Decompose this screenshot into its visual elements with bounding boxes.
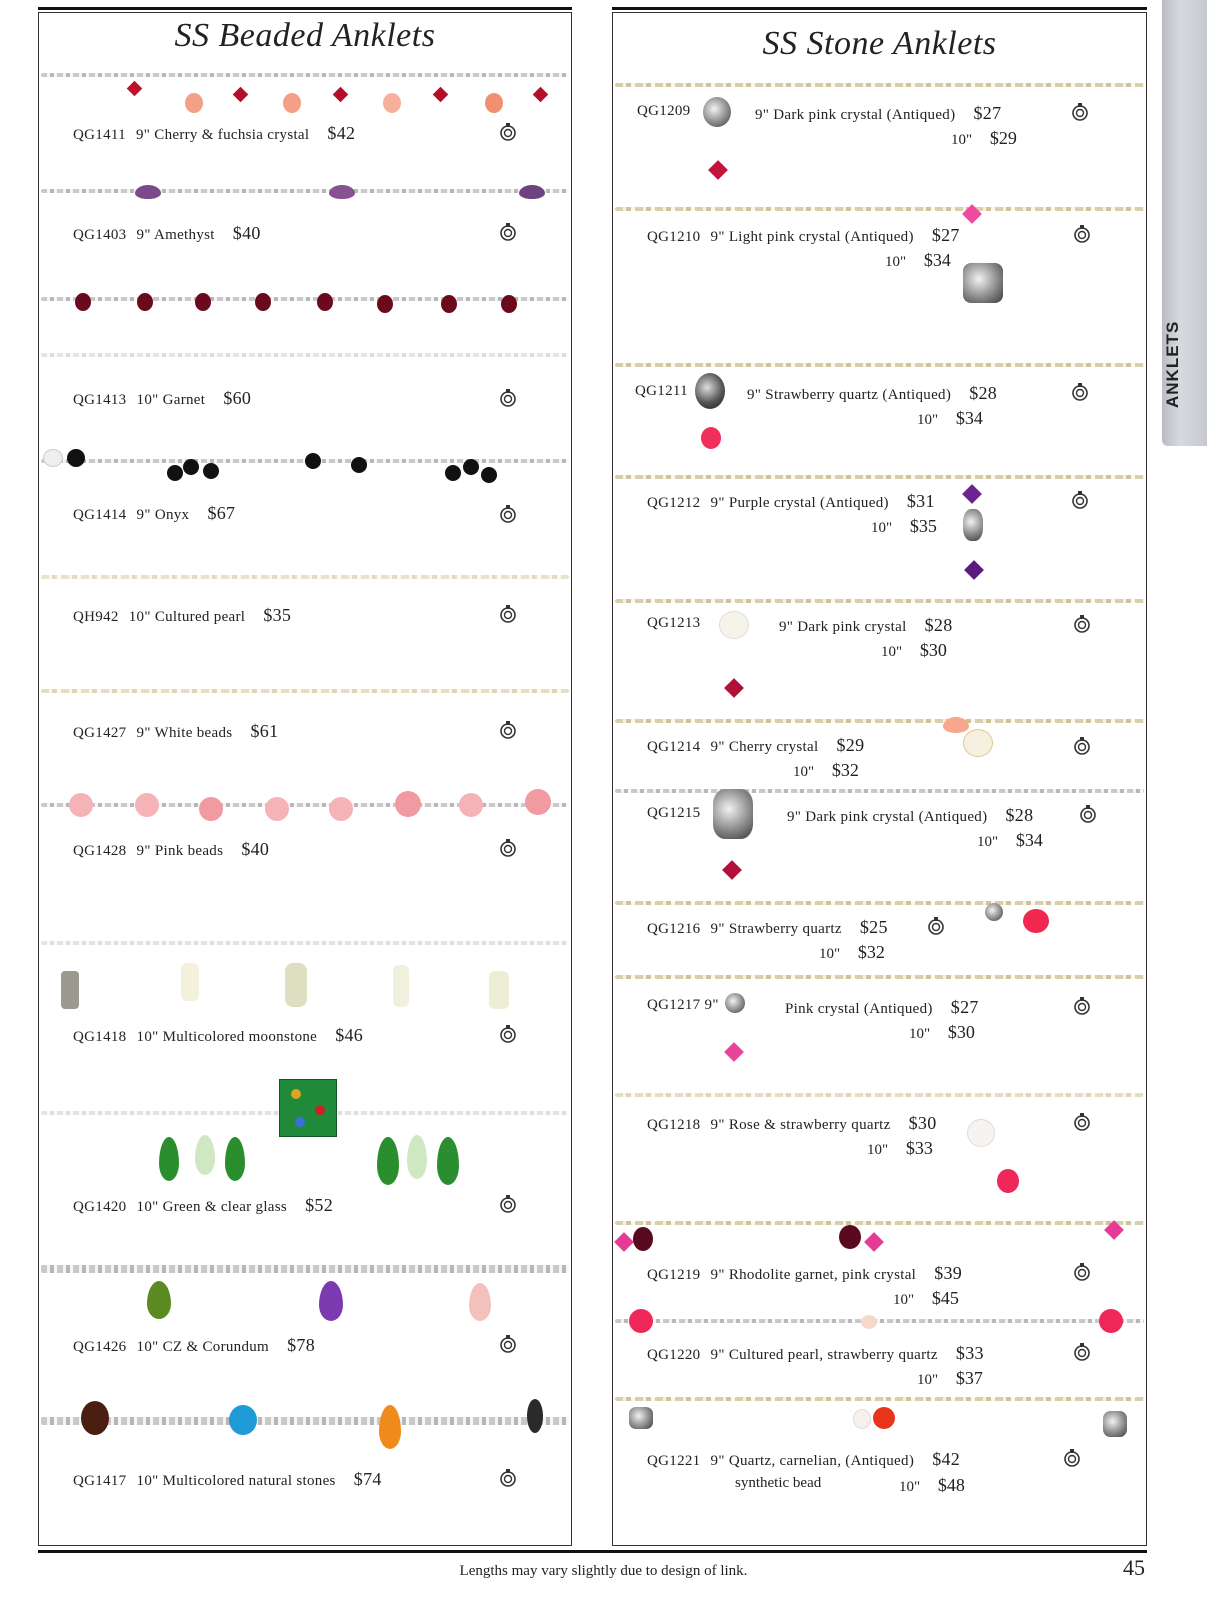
lobster-clasp-icon [1069, 101, 1091, 123]
item-price: $29 [836, 735, 865, 755]
stone-anklets-panel [612, 12, 1147, 1546]
item-sku: QG1218 [647, 1117, 701, 1133]
item-sku: QG1217 [647, 997, 701, 1013]
item-price-alt: $35 [909, 516, 937, 536]
item-length: 10" [128, 609, 151, 625]
item-price-alt: $34 [955, 408, 983, 428]
item-price: $67 [207, 503, 236, 523]
item-length: 9" [755, 107, 770, 123]
item-description: Purple crystal (Antiqued) [728, 495, 889, 511]
lobster-clasp-icon [497, 719, 519, 741]
item-description: Quartz, carnelian, (Antiqued) [728, 1453, 915, 1469]
item-price: $78 [287, 1335, 315, 1355]
item-price-alt: $37 [955, 1368, 983, 1388]
lobster-clasp-icon [497, 1467, 519, 1489]
item-length: 10" [136, 1473, 159, 1489]
item-description: Cultured pearl [154, 609, 246, 625]
item-sku: QG1427 [73, 725, 127, 741]
item-price: $25 [859, 917, 888, 937]
item-description: Dark pink crystal (Antiqued) [773, 107, 956, 123]
item-description: Light pink crystal (Antiqued) [728, 229, 914, 245]
lobster-clasp-icon [1069, 381, 1091, 403]
beaded-anklets-panel [38, 12, 572, 1546]
item-length: 9" [136, 507, 151, 523]
item-price: $42 [932, 1449, 961, 1469]
item-length: 9" [710, 921, 725, 937]
lobster-clasp-icon [1071, 1261, 1093, 1283]
item-length-alt: 10" [951, 132, 973, 148]
item-price: $27 [931, 225, 960, 245]
item-description: Multicolored natural stones [162, 1473, 336, 1489]
item-length: 9" [710, 495, 725, 511]
item-price: $28 [969, 383, 998, 403]
item-sku: QG1413 [73, 392, 127, 408]
item-price: $35 [263, 605, 292, 625]
item-description: White beads [154, 725, 233, 741]
lobster-clasp-icon [1071, 735, 1093, 757]
item-sku: QG1414 [73, 507, 127, 523]
item-length-alt: 10" [899, 1479, 921, 1495]
section-tab-label: ANKLETS [1163, 320, 1182, 408]
item-sku: QG1212 [647, 495, 701, 511]
item-description: CZ & Corundum [162, 1339, 270, 1355]
item-price-alt: $34 [923, 250, 951, 270]
lobster-clasp-icon [1071, 223, 1093, 245]
item-sku: QG1209 [637, 103, 691, 119]
item-price-alt: $30 [947, 1022, 975, 1042]
item-length-alt: 10" [819, 946, 841, 962]
page-number: 45 [1123, 1555, 1145, 1580]
item-sku: QG1219 [647, 1267, 701, 1283]
item-description: Dark pink crystal [797, 619, 907, 635]
item-sku: QG1428 [73, 843, 127, 859]
item-sku: QG1215 [647, 805, 701, 821]
item-description: Strawberry quartz (Antiqued) [765, 387, 952, 403]
item-sku: QG1211 [635, 383, 688, 399]
item-description: Strawberry quartz [728, 921, 842, 937]
item-description: Pink crystal (Antiqued) [785, 1001, 933, 1017]
item-length-alt: 10" [893, 1292, 915, 1308]
lobster-clasp-icon [1071, 1111, 1093, 1133]
item-length: 9" [710, 1117, 725, 1133]
item-price: $39 [934, 1263, 963, 1283]
item-length: 10" [136, 1199, 159, 1215]
item-length: 9" [710, 1347, 725, 1363]
item-sku: QG1411 [73, 127, 126, 143]
item-sku: QG1216 [647, 921, 701, 937]
item-sku: QG1420 [73, 1199, 127, 1215]
footnote: Lengths may vary slightly due to design of link. [459, 1563, 748, 1579]
item-length-alt: 10" [867, 1142, 889, 1158]
item-sku: QG1213 [647, 615, 701, 631]
item-price-alt: $30 [919, 640, 947, 660]
item-length-alt: 10" [917, 412, 939, 428]
item-length: 9" [710, 1453, 725, 1469]
item-price: $52 [305, 1195, 333, 1215]
item-description: Rhodolite garnet, pink crystal [728, 1267, 917, 1283]
item-sku: QG1417 [73, 1473, 127, 1489]
item-price: $27 [973, 103, 1002, 123]
item-price: $60 [223, 388, 252, 408]
item-sku: QG1426 [73, 1339, 127, 1355]
item-price-alt: $32 [857, 942, 885, 962]
item-price: $28 [1005, 805, 1034, 825]
item-description: Dark pink crystal (Antiqued) [805, 809, 988, 825]
item-price-alt: $29 [989, 128, 1017, 148]
item-description: Cultured pearl, strawberry quartz [728, 1347, 938, 1363]
item-length: 9" [136, 843, 151, 859]
item-length: 10" [136, 1339, 159, 1355]
item-length: 9" [779, 619, 794, 635]
lobster-clasp-icon [497, 1193, 519, 1215]
item-sku: QG1221 [647, 1453, 701, 1469]
item-description: Multicolored moonstone [162, 1029, 318, 1045]
item-sku: QG1418 [73, 1029, 127, 1045]
lobster-clasp-icon [1071, 995, 1093, 1017]
lobster-clasp-icon [497, 221, 519, 243]
lobster-clasp-icon [497, 387, 519, 409]
lobster-clasp-icon [1077, 803, 1099, 825]
item-price-alt: $45 [931, 1288, 959, 1308]
item-length: 9" [704, 997, 719, 1013]
item-length: 9" [710, 229, 725, 245]
item-price: $33 [955, 1343, 984, 1363]
item-length: 9" [136, 725, 151, 741]
lobster-clasp-icon [1069, 489, 1091, 511]
item-price: $46 [335, 1025, 364, 1045]
item-sku: QG1403 [73, 227, 127, 243]
item-price-alt: $34 [1015, 830, 1043, 850]
item-description: Cherry crystal [728, 739, 819, 755]
item-description: Amethyst [154, 227, 215, 243]
lobster-clasp-icon [497, 503, 519, 525]
item-sku: QG1214 [647, 739, 701, 755]
item-sku: QH942 [73, 609, 119, 625]
item-price: $28 [924, 615, 953, 635]
item-length: 9" [787, 809, 802, 825]
item-sku: QG1220 [647, 1347, 701, 1363]
lobster-clasp-icon [497, 121, 519, 143]
panel-title: SS Stone Anklets [762, 25, 997, 62]
item-length: 9" [710, 739, 725, 755]
item-price: $42 [327, 123, 356, 143]
item-description: Garnet [162, 392, 206, 408]
item-price: $30 [908, 1113, 937, 1133]
item-length: 10" [136, 1029, 159, 1045]
item-description: Cherry & fuchsia crystal [154, 127, 310, 143]
item-price: $61 [250, 721, 279, 741]
lobster-clasp-icon [497, 603, 519, 625]
item-description: Rose & strawberry quartz [728, 1117, 891, 1133]
item-description-extra: synthetic bead [735, 1475, 822, 1491]
item-price-alt: $32 [831, 760, 859, 780]
item-length-alt: 10" [977, 834, 999, 850]
item-price: $27 [950, 997, 979, 1017]
item-length-alt: 10" [909, 1026, 931, 1042]
item-price-alt: $48 [937, 1475, 965, 1495]
item-length: 9" [747, 387, 762, 403]
lobster-clasp-icon [1071, 613, 1093, 635]
item-length: 9" [710, 1267, 725, 1283]
panel-title: SS Beaded Anklets [174, 17, 436, 54]
item-price: $31 [906, 491, 935, 511]
item-description: Onyx [154, 507, 190, 523]
lobster-clasp-icon [925, 915, 947, 937]
item-length-alt: 10" [881, 644, 903, 660]
lobster-clasp-icon [497, 1023, 519, 1045]
lobster-clasp-icon [497, 837, 519, 859]
item-length-alt: 10" [793, 764, 815, 780]
item-length-alt: 10" [917, 1372, 939, 1388]
item-length: 10" [136, 392, 159, 408]
item-length-alt: 10" [885, 254, 907, 270]
item-price: $40 [241, 839, 270, 859]
lobster-clasp-icon [497, 1333, 519, 1355]
lobster-clasp-icon [1061, 1447, 1083, 1469]
item-length-alt: 10" [871, 520, 893, 536]
footer-rule [38, 1550, 1147, 1553]
item-description: Green & clear glass [162, 1199, 288, 1215]
item-length: 9" [135, 127, 151, 143]
item-description: Pink beads [154, 843, 224, 859]
item-price: $40 [232, 223, 261, 243]
item-sku: QG1210 [647, 229, 701, 245]
item-price: $74 [353, 1469, 382, 1489]
item-price-alt: $33 [905, 1138, 933, 1158]
item-length: 9" [136, 227, 151, 243]
lobster-clasp-icon [1071, 1341, 1093, 1363]
